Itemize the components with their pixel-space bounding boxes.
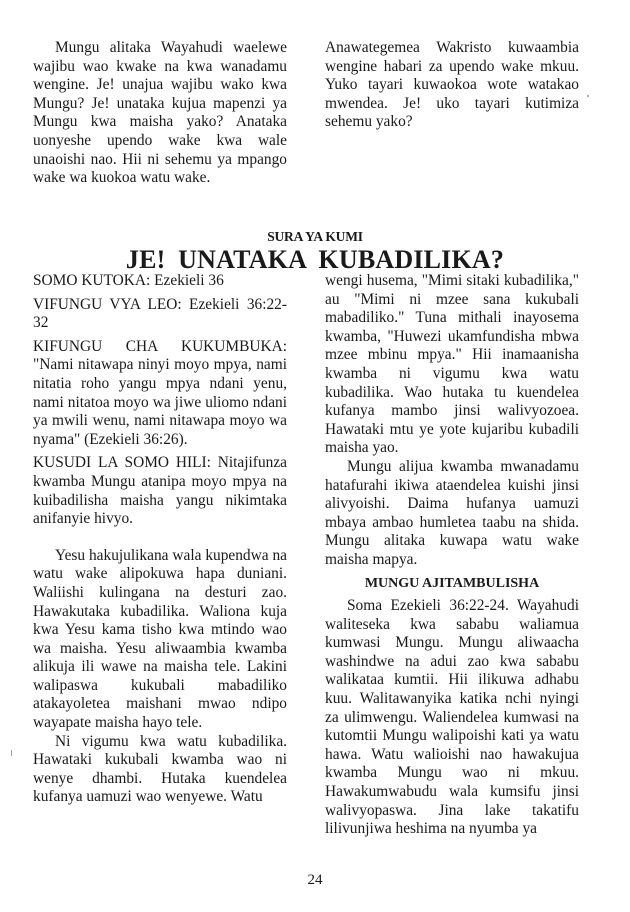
page-number: 24: [307, 872, 323, 888]
top-right-column: [325, 39, 579, 132]
scan-speck: [11, 750, 12, 756]
top-left-column: [33, 39, 287, 188]
memory-verse: KIFUNGU CHA KUKUMBUKA: "Nami nitawapa ninyi moyo mpya, nami nitatia roho yangu mpya ndani yenu, nami nitatoa moyo wa jiwe uliomo ndani ya mwili wenu, nami nitawapa moyo wa nyama" (Ezekieli 36:26).: [33, 337, 287, 448]
paragraph: wengi husema, "Mimi sitaki kubadilika," au "Mimi ni mzee sana kukubali mabadiliko." Tuna mithali inayosema kwamba, "Huwezi ukamfundisha mbwa mzee mbinu mpya." Hii inamaanisha kwamba ni vigumu kwa watu kubadilika. Wao hutaka tu kuendelea kufanya mambo jinsi walivyozoea. Hawataki mtu ye yote kujaribu kubadili maisha yao.: [325, 272, 579, 457]
paragraph: Anawategemea Wakristo kuwaambia wengine habari za upendo wake mkuu. Yuko tayari kuwaokoa wote watakao mwendea. Je! uko tayari kutimiza sehemu yako?: [325, 39, 579, 131]
paragraph: Mungu alijua kwamba mwanadamu hatafurahi ikiwa ataendelea kuishi jinsi alivyoishi. Daima hufanya uamuzi mbaya ambao humletea taabu na shida. Mungu alitaka kuwapa watu wake maisha mapya.: [325, 457, 579, 568]
paragraph: Yesu hakujulikana wala kupendwa na watu wake alipokuwa hapa duniani. Waliishi kulingana na desturi zao. Hawakutaka kubadilika. Waliona kuja kwa Yesu kama tisho kwa mtindo wao wa maisha. Yesu aliwaambia kwamba alikuja ili wawe na maisha tele. Lakini walipaswa kukubali mabadiliko atakayoletea maishani mwao ndipo wayapate maisha hayo tele.: [33, 546, 287, 732]
paragraph: Ni vigumu kwa watu kubadilika. Hawataki kukubali kwamba wao ni wenye dhambi. Hutaka kuendelea kufanya uamuzi wao wenyewe. Watu: [33, 732, 287, 806]
section-subheading: MUNGU AJITAMBULISHA: [364, 575, 540, 591]
main-right-column: [325, 272, 579, 839]
lesson-verses: VIFUNGU VYA LEO: Ezekieli 36:22-32: [33, 295, 287, 332]
chapter-title: JE! UNATAKA KUBADILIKA?: [125, 245, 505, 274]
paragraph: Soma Ezekieli 36:22-24. Wayahudi waliteseka kwa sababu waliamua kumwasi Mungu. Mungu aliwaacha washindwe na adui zao kwa sababu walikataa kumtii. Hii ilikuwa adhabu kuu. Walitawanyika katika nchi nyingi za ulimwengu. Waliendelea kumwasi na kutomtii Mungu walipoishi kati ya watu hawa. Watu walioishi nao hawakujua kwamba Mungu wao ni mkuu. Hawakumwabudu wala kumsifu jinsi walivyopaswa. Jina lake takatifu lilivunjiwa heshima na nyumba ya: [325, 597, 579, 838]
chapter-label: SURA YA KUMI: [267, 229, 363, 244]
lesson-source: SOMO KUTOKA: Ezekieli 36: [33, 272, 224, 289]
scan-speck: [587, 95, 589, 97]
paragraph: Mungu alitaka Wayahudi waelewe wajibu wao kwake na kwa wanadamu wengine. Je! unajua wajibu wako kwa Mungu? Je! unataka kujua mapenzi ya Mungu kwa maisha yako? Anataka uonyeshe upendo wake kwa wale unaoishi nao. Hii ni sehemu ya mpango wake wa kuokoa watu wake.: [33, 39, 287, 187]
lesson-purpose: KUSUDI LA SOMO HILI: Nitajifunza kwamba Mungu atanipa moyo mpya na kuibadilisha maisha yangu nikimtaka anifanyie hivyo.: [33, 454, 287, 528]
main-left-column: [33, 272, 287, 807]
